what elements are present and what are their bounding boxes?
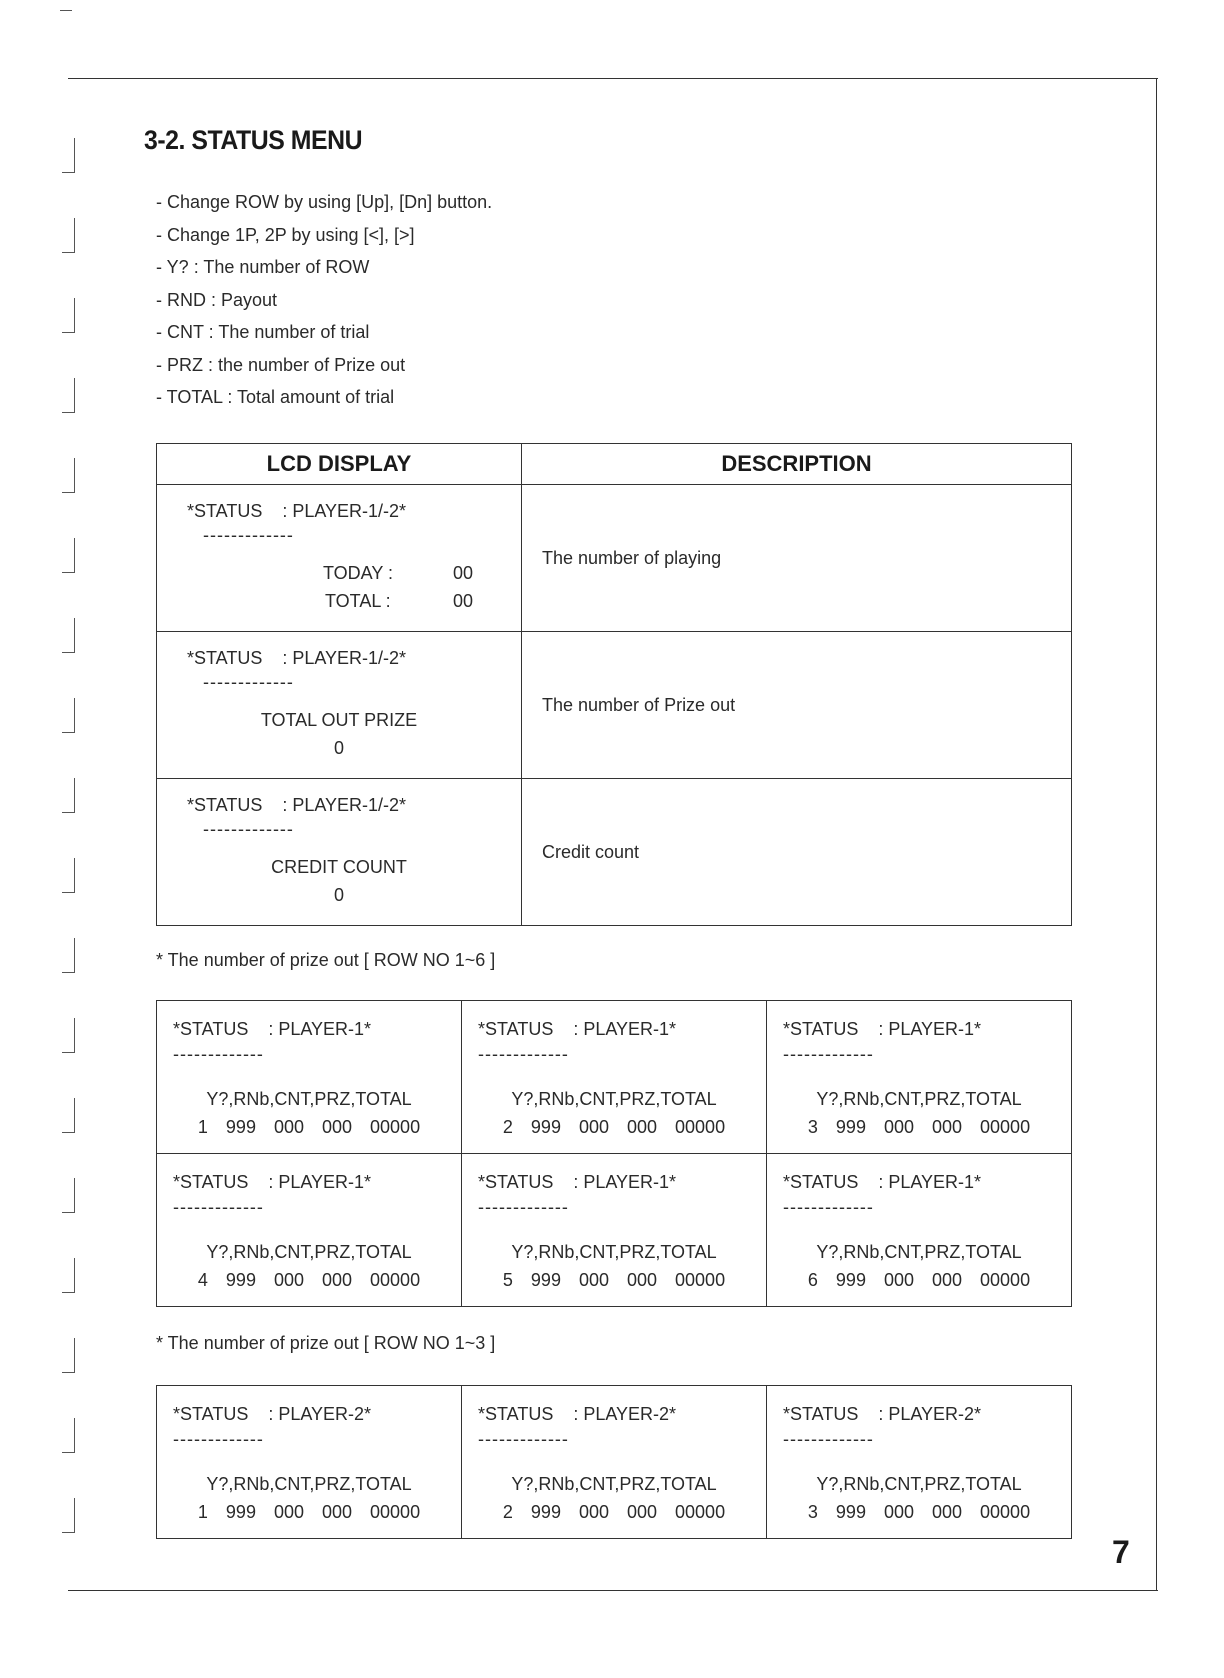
description-cell: The number of Prize out xyxy=(522,632,1072,779)
status-values: 4 999 000 000 00000 xyxy=(197,1270,421,1290)
status-separator: ------------- xyxy=(783,1197,874,1217)
instruction-item: - Y? : The number of ROW xyxy=(156,257,370,277)
lcd-line: TOTAL OUT PRIZE xyxy=(260,710,418,730)
player1-status-grid xyxy=(156,1000,1072,1307)
status-cell xyxy=(767,1386,1072,1539)
status-header: *STATUS : PLAYER-1* xyxy=(478,1019,677,1039)
status-values: 5 999 000 000 00000 xyxy=(502,1270,726,1290)
status-columns: Y?,RNb,CNT,PRZ,TOTAL xyxy=(206,1089,412,1109)
page-title: 3-2. STATUS MENU xyxy=(144,125,363,155)
margin-mark xyxy=(62,298,75,333)
description-cell: Credit count xyxy=(522,779,1072,926)
instruction-item: - TOTAL : Total amount of trial xyxy=(156,387,395,407)
margin-mark xyxy=(62,778,75,813)
status-cell xyxy=(767,1154,1072,1307)
status-separator: ------------- xyxy=(478,1197,569,1217)
status-columns: Y?,RNb,CNT,PRZ,TOTAL xyxy=(816,1089,1022,1109)
status-cell xyxy=(157,1386,462,1539)
status-separator: ------------- xyxy=(173,1044,264,1064)
status-values: 2 999 000 000 00000 xyxy=(502,1502,726,1522)
status-columns: Y?,RNb,CNT,PRZ,TOTAL xyxy=(511,1089,717,1109)
status-values: 1 999 000 000 00000 xyxy=(197,1117,421,1137)
today-label: TODAY : xyxy=(323,563,394,583)
lcd-value: 0 xyxy=(333,885,344,905)
margin-mark xyxy=(62,218,75,253)
status-separator: ------------- xyxy=(173,1429,264,1449)
margin-mark xyxy=(62,1098,75,1133)
status-values: 3 999 000 000 00000 xyxy=(807,1502,1031,1522)
table-row xyxy=(157,632,1072,779)
instruction-item: - Change 1P, 2P by using [<], [>] xyxy=(156,224,415,245)
lcd-status-header: *STATUS : PLAYER-1/-2* xyxy=(187,648,407,668)
margin-mark xyxy=(62,1338,75,1373)
lcd-display-table xyxy=(156,443,1072,926)
lcd-display-header: LCD DISPLAY xyxy=(157,444,522,485)
instruction-list xyxy=(156,186,492,414)
status-cell xyxy=(462,1001,767,1154)
note-row-range: * The number of prize out [ ROW NO 1~3 ] xyxy=(156,1333,496,1353)
status-columns: Y?,RNb,CNT,PRZ,TOTAL xyxy=(511,1474,717,1494)
lcd-value: 0 xyxy=(333,738,344,758)
margin-mark xyxy=(62,458,75,493)
description-header: DESCRIPTION xyxy=(522,444,1072,485)
table-row xyxy=(157,485,1072,632)
status-columns: Y?,RNb,CNT,PRZ,TOTAL xyxy=(816,1474,1022,1494)
margin-mark xyxy=(62,378,75,413)
lcd-status-header: *STATUS : PLAYER-1/-2* xyxy=(187,501,407,521)
status-separator: ------------- xyxy=(478,1044,569,1064)
status-cell xyxy=(767,1001,1072,1154)
status-header: *STATUS : PLAYER-1* xyxy=(783,1172,982,1192)
lcd-separator: ------------- xyxy=(203,525,294,545)
status-separator: ------------- xyxy=(478,1429,569,1449)
lcd-separator: ------------- xyxy=(203,819,294,839)
instruction-item: - RND : Payout xyxy=(156,289,278,310)
margin-mark xyxy=(62,1018,75,1053)
total-value: 00 xyxy=(453,591,474,611)
margin-mark xyxy=(62,1418,75,1453)
margin-mark xyxy=(62,938,75,973)
margin-mark xyxy=(62,1258,75,1293)
margin-mark xyxy=(60,10,72,15)
lcd-display-cell xyxy=(157,485,522,632)
status-header: *STATUS : PLAYER-2* xyxy=(173,1404,372,1424)
status-separator: ------------- xyxy=(173,1197,264,1217)
today-value: 00 xyxy=(453,563,474,583)
status-separator: ------------- xyxy=(783,1429,874,1449)
status-values: 1 999 000 000 00000 xyxy=(197,1502,421,1522)
status-header: *STATUS : PLAYER-2* xyxy=(783,1404,982,1424)
instruction-item: - Change ROW by using [Up], [Dn] button. xyxy=(156,192,493,212)
page-frame-right xyxy=(1156,78,1157,1590)
margin-mark xyxy=(62,1178,75,1213)
lcd-display-cell xyxy=(157,779,522,926)
margin-mark xyxy=(62,858,75,893)
table-header-row xyxy=(157,444,1072,485)
status-cell xyxy=(157,1154,462,1307)
status-cell xyxy=(462,1154,767,1307)
table-row xyxy=(157,1386,1072,1539)
total-label: TOTAL : xyxy=(325,591,391,611)
lcd-separator: ------------- xyxy=(203,672,294,692)
page-frame-top xyxy=(68,78,1158,79)
margin-mark xyxy=(62,618,75,653)
status-columns: Y?,RNb,CNT,PRZ,TOTAL xyxy=(816,1242,1022,1262)
status-cell xyxy=(157,1001,462,1154)
status-header: *STATUS : PLAYER-1* xyxy=(783,1019,982,1039)
lcd-display-cell xyxy=(157,632,522,779)
status-cell xyxy=(462,1386,767,1539)
margin-mark xyxy=(62,1498,75,1533)
page-number: 7 xyxy=(1112,1534,1130,1570)
note-row-range: * The number of prize out [ ROW NO 1~6 ] xyxy=(156,950,496,970)
status-header: *STATUS : PLAYER-1* xyxy=(173,1172,372,1192)
binding-margin xyxy=(56,0,76,1678)
status-columns: Y?,RNb,CNT,PRZ,TOTAL xyxy=(206,1474,412,1494)
table-row xyxy=(157,779,1072,926)
status-header: *STATUS : PLAYER-1* xyxy=(478,1172,677,1192)
status-header: *STATUS : PLAYER-2* xyxy=(478,1404,677,1424)
player2-status-grid xyxy=(156,1385,1072,1539)
status-values: 3 999 000 000 00000 xyxy=(807,1117,1031,1137)
status-columns: Y?,RNb,CNT,PRZ,TOTAL xyxy=(206,1242,412,1262)
margin-mark xyxy=(62,538,75,573)
status-values: 6 999 000 000 00000 xyxy=(807,1270,1031,1290)
lcd-status-header: *STATUS : PLAYER-1/-2* xyxy=(187,795,407,815)
margin-mark xyxy=(62,698,75,733)
page-frame-bottom xyxy=(68,1590,1158,1591)
status-columns: Y?,RNb,CNT,PRZ,TOTAL xyxy=(511,1242,717,1262)
instruction-item: - CNT : The number of trial xyxy=(156,322,370,342)
status-separator: ------------- xyxy=(783,1044,874,1064)
margin-mark xyxy=(62,138,75,173)
status-header: *STATUS : PLAYER-1* xyxy=(173,1019,372,1039)
table-row xyxy=(157,1001,1072,1154)
lcd-line: CREDIT COUNT xyxy=(271,857,407,877)
status-values: 2 999 000 000 00000 xyxy=(502,1117,726,1137)
instruction-item: - PRZ : the number of Prize out xyxy=(156,354,406,375)
description-cell: The number of playing xyxy=(522,485,1072,632)
table-row xyxy=(157,1154,1072,1307)
